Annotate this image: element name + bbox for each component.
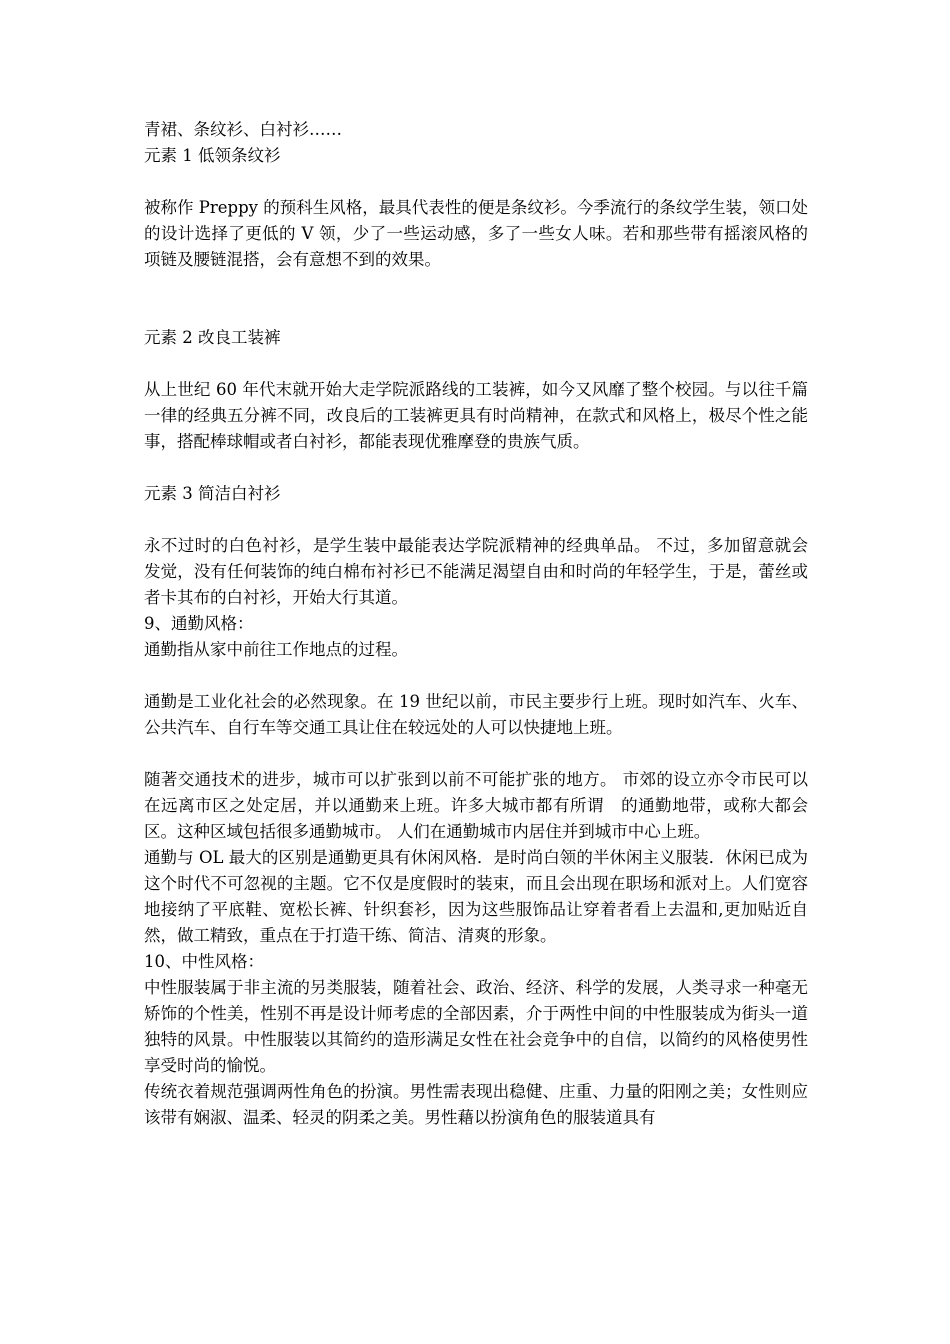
heading-element-2: 元素 2 改良工装裤 bbox=[144, 328, 281, 347]
blank-line bbox=[144, 351, 808, 377]
paragraph-commute-expansion: 随著交通技术的进步，城市可以扩张到以前不可能扩张的地方。 市郊的设立亦令市民可以在远离市区之处定居，并以通勤来上班。许多大城市都有所谓 的通勤地带，或称大都会区。这种区域包括很多通勤城市。 人们在通勤城市内居住并到城市中心上班。 bbox=[144, 770, 808, 841]
blank-line bbox=[144, 169, 808, 195]
heading-neutral-style: 10、中性风格： bbox=[144, 952, 264, 971]
paragraph-element-2: 从上世纪 60 年代末就开始大走学院派路线的工装裤，如今又风靡了整个校园。与以往千篇一律的经典五分裤不同，改良后的工装裤更具有时尚精神，在款式和风格上，极尽个性之能事，搭配棒球帽或者白衬衫，都能表现优雅摩登的贵族气质。 bbox=[144, 380, 808, 451]
heading-element-3: 元素 3 简洁白衬衫 bbox=[144, 484, 281, 503]
paragraph-intro: 青裙、条纹衫、白衬衫…… bbox=[144, 120, 342, 139]
paragraph-commute-history: 通勤是工业化社会的必然现象。在 19 世纪以前，市民主要步行上班。现时如汽车、火车、公共汽车、自行车等交通工具让住在较远处的人可以快捷地上班。 bbox=[144, 692, 808, 737]
paragraph-neutral-intro: 中性服装属于非主流的另类服装，随着社会、政治、经济、科学的发展，人类寻求一种毫无矫饰的个性美，性别不再是设计师考虑的全部因素，介于两性中间的中性服装成为街头一道独特的风景。中性服装以其简约的造形满足女性在社会竞争中的自信，以简约的风格使男性享受时尚的愉悦。 bbox=[144, 978, 808, 1075]
paragraph-element-3: 永不过时的白色衬衫，是学生装中最能表达学院派精神的经典单品。 不过，多加留意就会发觉，没有任何装饰的纯白棉布衬衫已不能满足渴望自由和时尚的年轻学生，于是，蕾丝或者卡其布的白衬衫，开始大行其道。 bbox=[144, 536, 808, 607]
blank-line bbox=[144, 455, 808, 481]
paragraph-commute-vs-ol: 通勤与 OL 最大的区别是通勤更具有休闲风格．是时尚白领的半休闲主义服装．休闲已成为这个时代不可忽视的主题。它不仅是度假时的装束，而且会出现在职场和派对上。人们宽容地接纳了平底鞋、宽松长裤、针织套衫，因为这些服饰品让穿着者看上去温和,更加贴近自然，做工精致，重点在于打造干练、简洁、清爽的形象。 bbox=[144, 848, 808, 945]
blank-line bbox=[144, 273, 808, 325]
paragraph-element-1: 被称作 Preppy 的预科生风格，最具代表性的便是条纹衫。今季流行的条纹学生装，领口处的设计选择了更低的 V 领，少了一些运动感，多了一些女人味。若和那些带有摇滚风格的项链及腰链混搭，会有意想不到的效果。 bbox=[144, 198, 808, 269]
blank-line bbox=[144, 663, 808, 689]
paragraph-neutral-tradition: 传统衣着规范强调两性角色的扮演。男性需表现出稳健、庄重、力量的阳刚之美；女性则应该带有娴淑、温柔、轻灵的阴柔之美。男性藉以扮演角色的服装道具有 bbox=[144, 1082, 808, 1127]
document-page bbox=[144, 117, 808, 1131]
paragraph-commute-definition: 通勤指从家中前往工作地点的过程。 bbox=[144, 640, 408, 659]
heading-commute-style: 9、通勤风格： bbox=[144, 614, 254, 633]
blank-line bbox=[144, 507, 808, 533]
blank-line bbox=[144, 741, 808, 767]
heading-element-1: 元素 1 低领条纹衫 bbox=[144, 146, 281, 165]
